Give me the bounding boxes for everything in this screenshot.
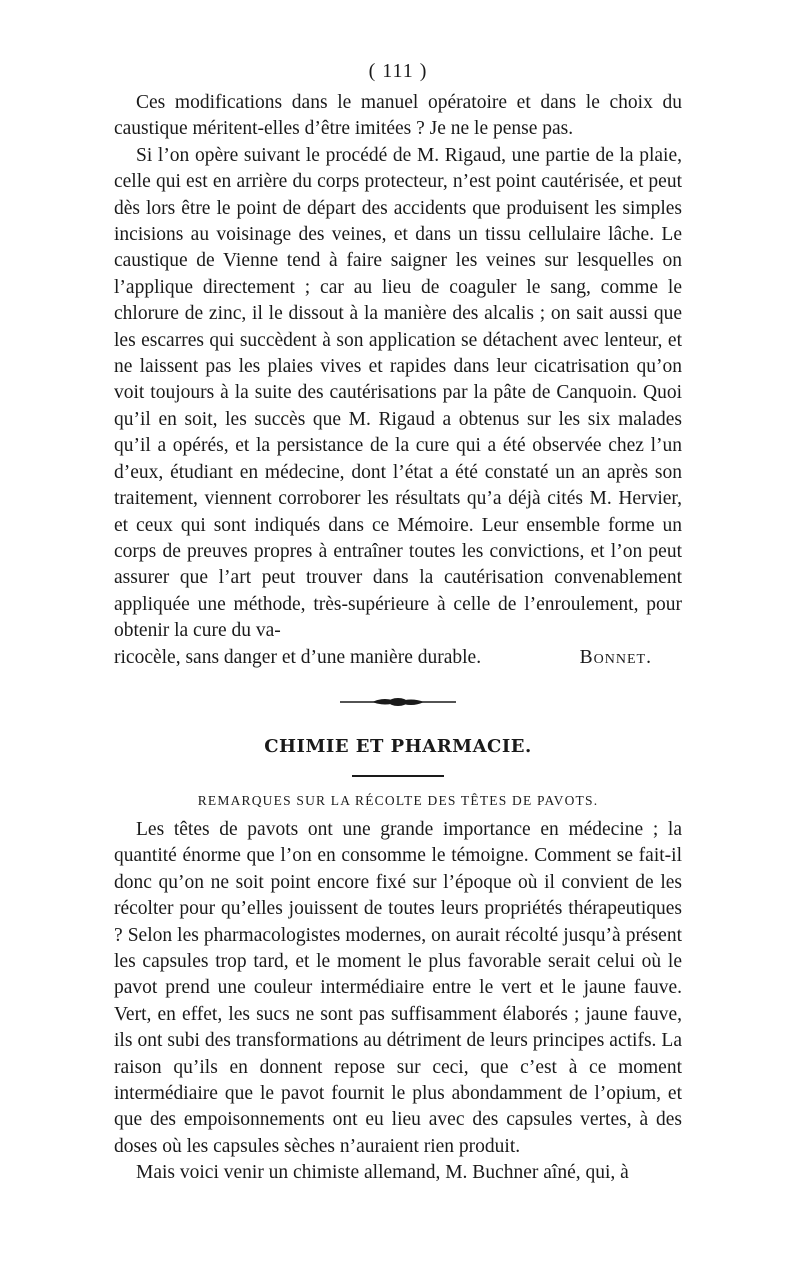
heading-rule [352, 775, 444, 777]
author-signature: Bonnet. [579, 646, 652, 668]
page-number: ( 111 ) [368, 60, 428, 82]
ornament-icon [338, 695, 458, 709]
article-closing-line [114, 645, 682, 671]
article-paragraph-2: Si l’on opère suivant le procédé de M. Rigaud, une partie de la plaie, celle qui est en arrière du corps protecteur, n’est point cautérisée, et peut dès lors être le point de départ des accidents que produisent les simples incisions au voisinage des veines, et dans un tissu cellulaire lâche. Le caustique de Vienne tend à faire saigner les veines sur lesquelles on l’applique directement ; car au lieu de coaguler le sang, comme le chlorure de zinc, il le dissout à la manière des alcalis ; on sait aussi que les escarres qui succèdent à son application se détachent avec lenteur, et ne laissent pas les plaies vives et rapides dans leur cicatrisation qu’on voit toujours à la suite des cautérisations par la pâte de Canquoin. Quoi qu’il en soit, les succès que M. Rigaud a obtenus sur les six malades qu’il a opérés, et la persistance de la cure qui a été observée chez l’un d’eux, étudiant en médecine, dont l’état a été constaté un an après son traitement, viennent corroborer les résultats qu’a déjà cités M. Hervier, et ceux qui sont indiqués dans ce Mémoire. Leur ensemble forme un corps de preuves propres à entraîner toutes les convictions, et l’on peut assurer que l’art peut trouver dans la cautérisation convenablement appliquée une méthode, très-supérieure à celle de l’enroulement, pour obtenir la cure du va- [114, 144, 682, 642]
article-subheading: REMARQUES SUR LA RÉCOLTE DES TÊTES DE PAVOTS. [197, 792, 599, 808]
article-last-line: ricocèle, sans danger et d’une manière durable. [114, 646, 482, 668]
article-paragraph-1: Ces modifications dans le manuel opératoire et dans le choix du caustique méritent-elles d’être imitées ? Je ne le pense pas. [114, 92, 682, 140]
section-divider-ornament [114, 687, 682, 717]
book-page [114, 58, 682, 1187]
section-paragraph-2: Mais voici venir un chimiste allemand, M. Buchner aîné, qui, à [136, 1162, 629, 1184]
section-paragraph-1: Les têtes de pavots ont une grande importance en médecine ; la quantité énorme que l’on en consomme le témoigne. Comment se fait-il donc qu’on ne soit point encore fixé sur l’époque où il convient de les récolter pour qu’elles jouissent de toutes leurs propriétés thérapeutiques ? Selon les pharmacologistes modernes, on aurait récolté jusqu’à présent les capsules trop tard, et le moment le plus favorable serait celui où le pavot prend une couleur intermédiaire entre le vert et le jaune fauve. Vert, en effet, les sucs ne sont pas suffisamment élaborés ; jaune fauve, ils ont subi des transformations au détriment de leurs principes actifs. La raison qu’ils en donnent repose sur ceci, que c’est à ce moment intermédiaire que le pavot fournit le plus abondamment de l’opium, et que des empoisonnements ont eu lieu avec des capsules vertes, à des doses où les capsules sèches n’auraient rien produit. [114, 818, 682, 1157]
section-heading: CHIMIE ET PHARMACIE. [264, 735, 532, 757]
